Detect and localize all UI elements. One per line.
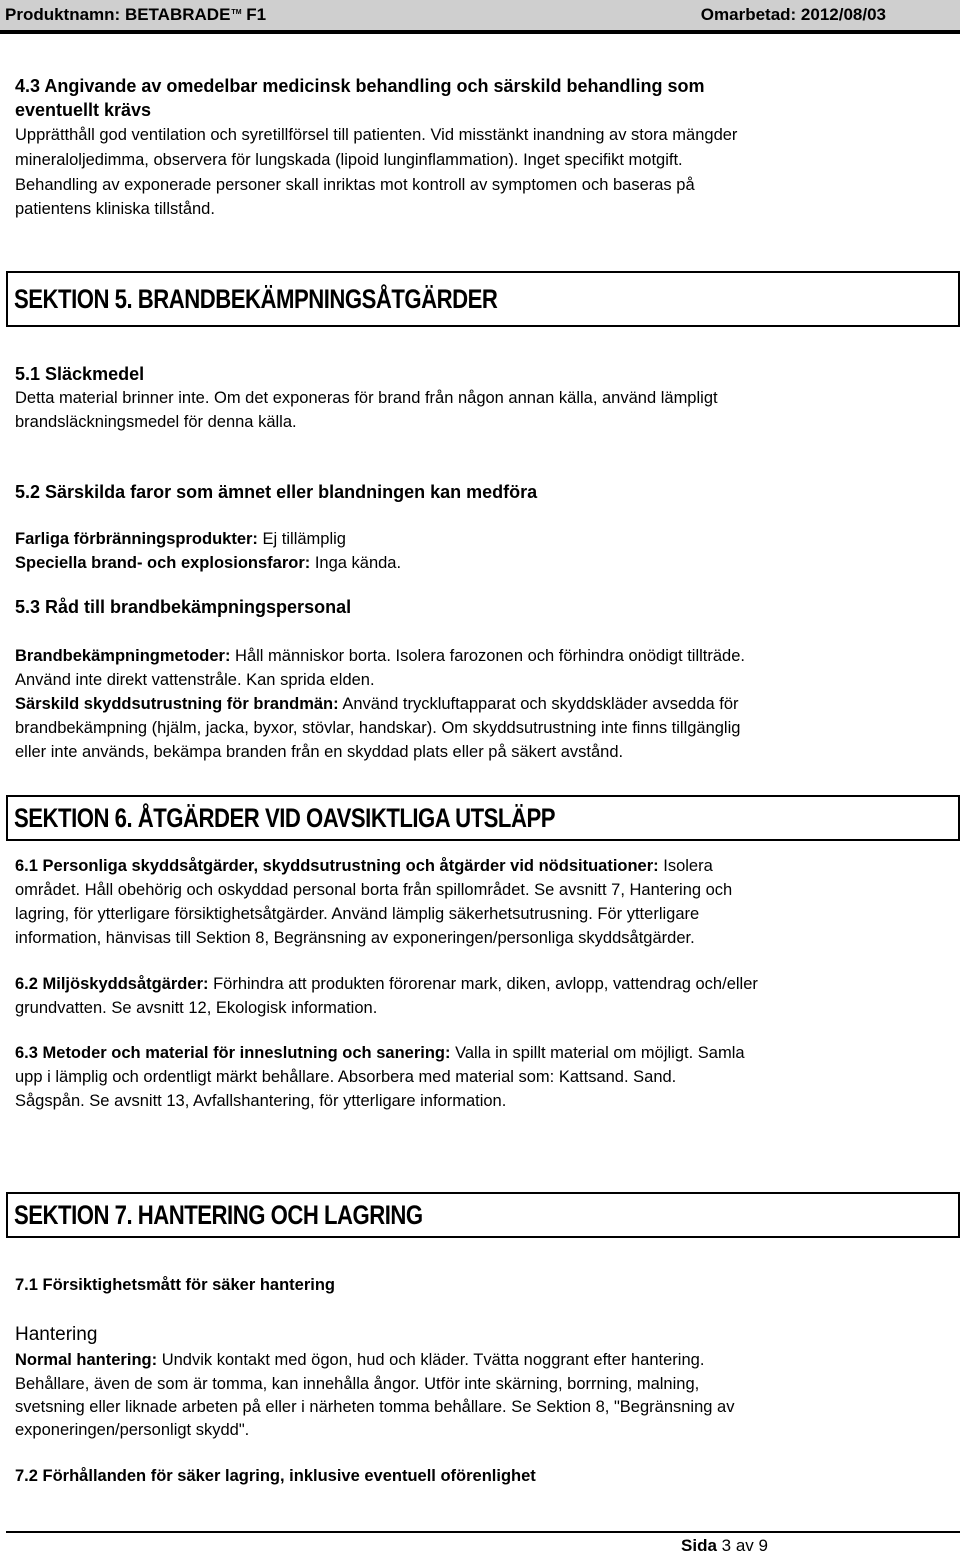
paragraph-line: Använd inte direkt vattenstråle. Kan sprida elden. (15, 671, 375, 689)
section-title: SEKTION 5. BRANDBEKÄMPNINGSÅTGÄRDER (14, 283, 498, 314)
paragraph-line: upp i lämplig och ordentligt märkt behållare. Absorbera med material som: Kattsand. Sand. (15, 1068, 677, 1086)
paragraph-line: patientens kliniska tillstånd. (15, 200, 215, 218)
product-name: Produktnamn: BETABRADE™ F1 (5, 5, 267, 24)
trademark-mark: TM (231, 9, 242, 16)
revision-date: Omarbetad: 2012/08/03 (700, 5, 886, 24)
section-title: SEKTION 6. ÅTGÄRDER VID OAVSIKTLIGA UTSLÄPP (14, 802, 555, 833)
hazard-line: Farliga förbränningsprodukter: Ej tillämplig (15, 530, 346, 548)
paragraph-line: Behållare, även de som är tomma, kan innehålla ångor. Utför inte skärning, borrning, malning, (15, 1375, 700, 1393)
paragraph-line: området. Håll obehörig och oskyddad personal borta från spillområdet. Se avsnitt 7, Hantering och (15, 881, 733, 899)
paragraph-line: brandbekämpning (hjälm, jacka, byxor, stövlar, handskar). Om skyddsutrustning inte finns tillgänglig (15, 719, 741, 737)
paragraph-line: mineraloljedimma, observera för lungskada (lipoid lunginflammation). Inget specifikt motgift. (15, 151, 683, 169)
paragraph-line: Brandbekämpningmetoder: Håll människor borta. Isolera farozonen och förhindra onödigt tillträde. (15, 647, 745, 665)
handling-heading: Hantering (15, 1324, 98, 1345)
paragraph-line: lagring, för ytterligare försiktighetsåtgärder. Använd lämplig säkerhetsutrusning. För ytterligare (15, 905, 700, 923)
paragraph-line: 6.1 Personliga skyddsåtgärder, skyddsutrustning och åtgärder vid nödsituationer: Isolera (15, 857, 713, 875)
paragraph-line: 6.2 Miljöskyddsåtgärder: Förhindra att produkten förorenar mark, diken, avlopp, vattendrag och/eller (15, 975, 758, 993)
subsection-7-2-title: 7.2 Förhållanden för säker lagring, inklusive eventuell oförenlighet (15, 1467, 536, 1485)
page-header (0, 0, 960, 30)
subsection-7-1-title: 7.1 Försiktighetsmått för säker hantering (15, 1276, 336, 1294)
section-5-heading (6, 271, 960, 327)
subsection-4-3-title-line1: 4.3 Angivande av omedelbar medicinsk behandling och särskild behandling som (15, 76, 705, 96)
paragraph-line: Normal hantering: Undvik kontakt med ögon, hud och kläder. Tvätta noggrant efter hantering. (15, 1351, 705, 1369)
section-6-heading (6, 795, 960, 841)
paragraph-line: 6.3 Metoder och material för inneslutning och sanering: Valla in spillt material om möjligt. Samla (15, 1044, 745, 1062)
subsection-5-2-title: 5.2 Särskilda faror som ämnet eller blandningen kan medföra (15, 482, 538, 502)
page-number: Sida 3 av 9 (681, 1536, 768, 1555)
paragraph-line: eller inte används, bekämpa branden från en skyddad plats eller på säkert avstånd. (15, 743, 624, 761)
subsection-5-3-title: 5.3 Råd till brandbekämpningspersonal (15, 597, 352, 617)
paragraph-line: information, hänvisas till Sektion 8, Begränsning av exponeringen/personliga skyddsåtgärder. (15, 929, 695, 947)
paragraph-line: svetsning eller liknade arbeten på eller i närheten tomma behållare. Se Sektion 8, "Begränsning av (15, 1398, 735, 1416)
paragraph-line: Sågspån. Se avsnitt 13, Avfallshantering, för ytterligare information. (15, 1092, 507, 1110)
paragraph-line: exponeringen/personligt skydd". (15, 1421, 250, 1439)
paragraph-line: Detta material brinner inte. Om det exponeras för brand från någon annan källa, använd lämpligt (15, 389, 718, 407)
subsection-5-1-title: 5.1 Släckmedel (15, 364, 145, 384)
paragraph-line: Särskild skyddsutrustning för brandmän: Använd tryckluftapparat och skyddskläder avsedda för (15, 695, 739, 713)
section-title: SEKTION 7. HANTERING OCH LAGRING (14, 1199, 423, 1230)
footer-rule (6, 1531, 960, 1533)
paragraph-line: Upprätthåll god ventilation och syretillförsel till patienten. Vid misstänkt inandning av stora mängder (15, 126, 738, 144)
paragraph-line: Behandling av exponerade personer skall inriktas mot kontroll av symptomen och baseras på (15, 176, 695, 194)
section-7-heading (6, 1192, 960, 1238)
paragraph-line: brandsläckningsmedel för denna källa. (15, 413, 297, 431)
subsection-4-3-title-line2: eventuellt krävs (15, 100, 152, 120)
paragraph-line: grundvatten. Se avsnitt 12, Ekologisk information. (15, 999, 378, 1017)
hazard-line: Speciella brand- och explosionsfaror: Inga kända. (15, 554, 402, 572)
header-rule (0, 30, 960, 34)
